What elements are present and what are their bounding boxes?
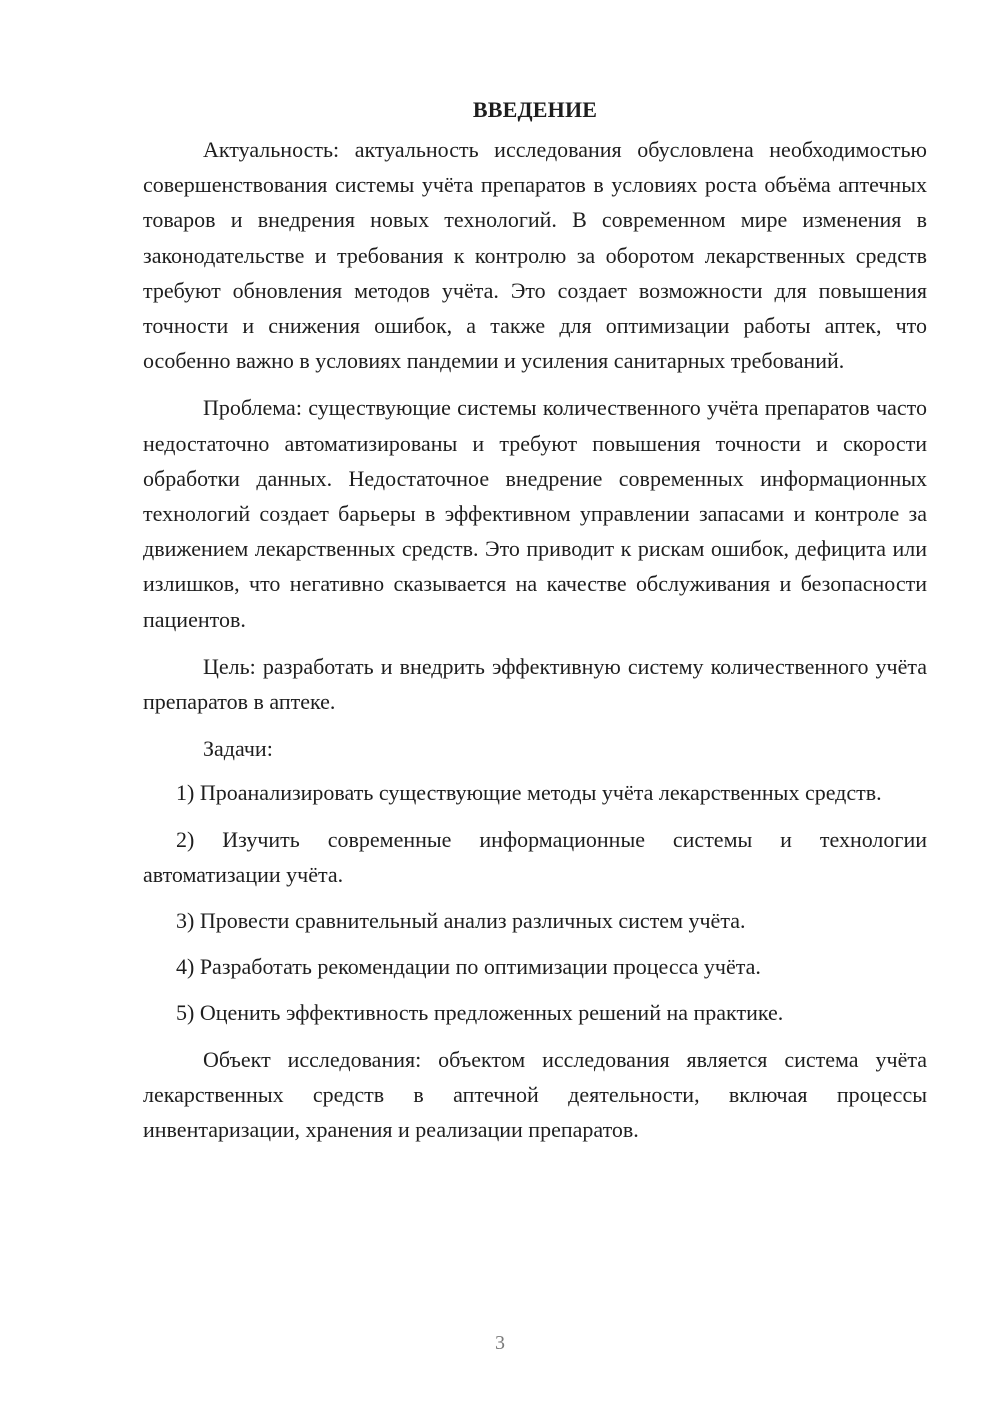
paragraph-problem: Проблема: существующие системы количественного учёта препаратов часто недостаточно автоматизированы и требуют повышения точности и скорости обработки данных. Недостаточное внедрение современных информационных технологий создает барьеры в эффективном управлении запасами и контроле за движением лекарственных средств. Это приводит к рискам ошибок, дефицита или излишков, что негативно сказывается на качестве обслуживания и безопасности пациентов. — [143, 395, 927, 632]
task-item-3: 3) Провести сравнительный анализ различных систем учёта. — [176, 908, 746, 934]
page-number: 3 — [495, 1332, 505, 1354]
page-content — [143, 92, 927, 1159]
task-item-1: 1) Проанализировать существующие методы учёта лекарственных средств. — [176, 780, 882, 806]
paragraph-relevance: Актуальность: актуальность исследования обусловлена необходимостью совершенствования системы учёта препаратов в условиях роста объёма аптечных товаров и внедрения новых технологий. В современном мире изменения в законодательстве и требования к контролю за оборотом лекарственных средств требуют обновления методов учёта. Это создает возможности для повышения точности и снижения ошибок, а также для оптимизации работы аптек, что особенно важно в условиях пандемии и усиления санитарных требований. — [143, 137, 927, 374]
paragraph-research-object: Объект исследования: объектом исследования является система учёта лекарственных средств в аптечной деятельности, включая процессы инвентаризации, хранения и реализации препаратов. — [143, 1046, 927, 1143]
task-item-5: 5) Оценить эффективность предложенных решений на практике. — [176, 1000, 784, 1026]
page-title: ВВЕДЕНИЕ — [472, 97, 598, 122]
task-item-2: 2) Изучить современные информационные системы и технологии автоматизации учёта. — [143, 826, 927, 887]
paragraph-goal: Цель: разработать и внедрить эффективную систему количественного учёта препаратов в аптеке. — [143, 653, 927, 715]
paragraph-tasks-heading: Задачи: — [203, 736, 273, 762]
task-item-4: 4) Разработать рекомендации по оптимизации процесса учёта. — [176, 954, 761, 980]
